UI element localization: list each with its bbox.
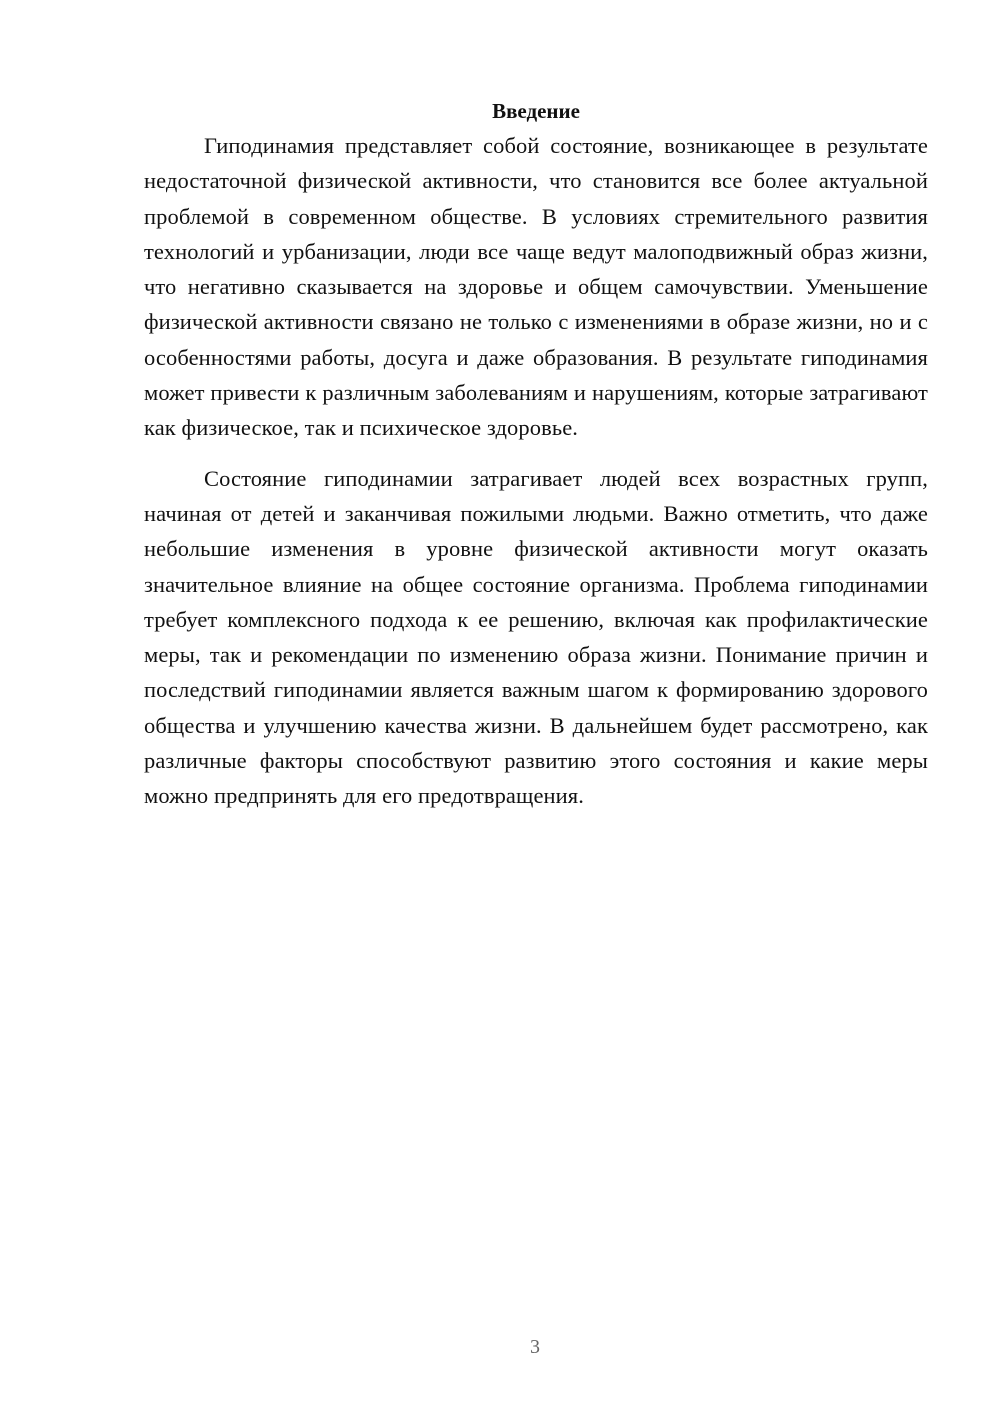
- page-content: [144, 96, 928, 814]
- paragraph-2: Состояние гиподинамии затрагивает людей всех возрастных групп, начиная от детей и заканчивая пожилыми людьми. Важно отметить, что даже небольшие изменения в уровне физической активности могут оказать значительное влияние на общее состояние организма. Проблема гиподинамии требует комплексного подхода к ее решению, включая как профилактические меры, так и рекомендации по изменению образа жизни. Понимание причин и последствий гиподинамии является важным шагом к формированию здорового общества и улучшению качества жизни. В дальнейшем будет рассмотрено, как различные факторы способствуют развитию этого состояния и какие меры можно предпринять для его предотвращения.: [144, 465, 928, 809]
- page-number: 3: [530, 1336, 540, 1358]
- paragraph-1: Гиподинамия представляет собой состояние, возникающее в результате недостаточной физической активности, что становится все более актуальной проблемой в современном обществе. В условиях стремительного развития технологий и урбанизации, люди все чаще ведут малоподвижный образ жизни, что негативно сказывается на здоровье и общем самочувствии. Уменьшение физической активности связано не только с изменениями в образе жизни, но и с особенностями работы, досуга и даже образования. В результате гиподинамия может привести к различным заболеваниям и нарушениям, которые затрагивают как физическое, так и психическое здоровье.: [144, 133, 928, 441]
- section-title: Введение: [492, 99, 580, 123]
